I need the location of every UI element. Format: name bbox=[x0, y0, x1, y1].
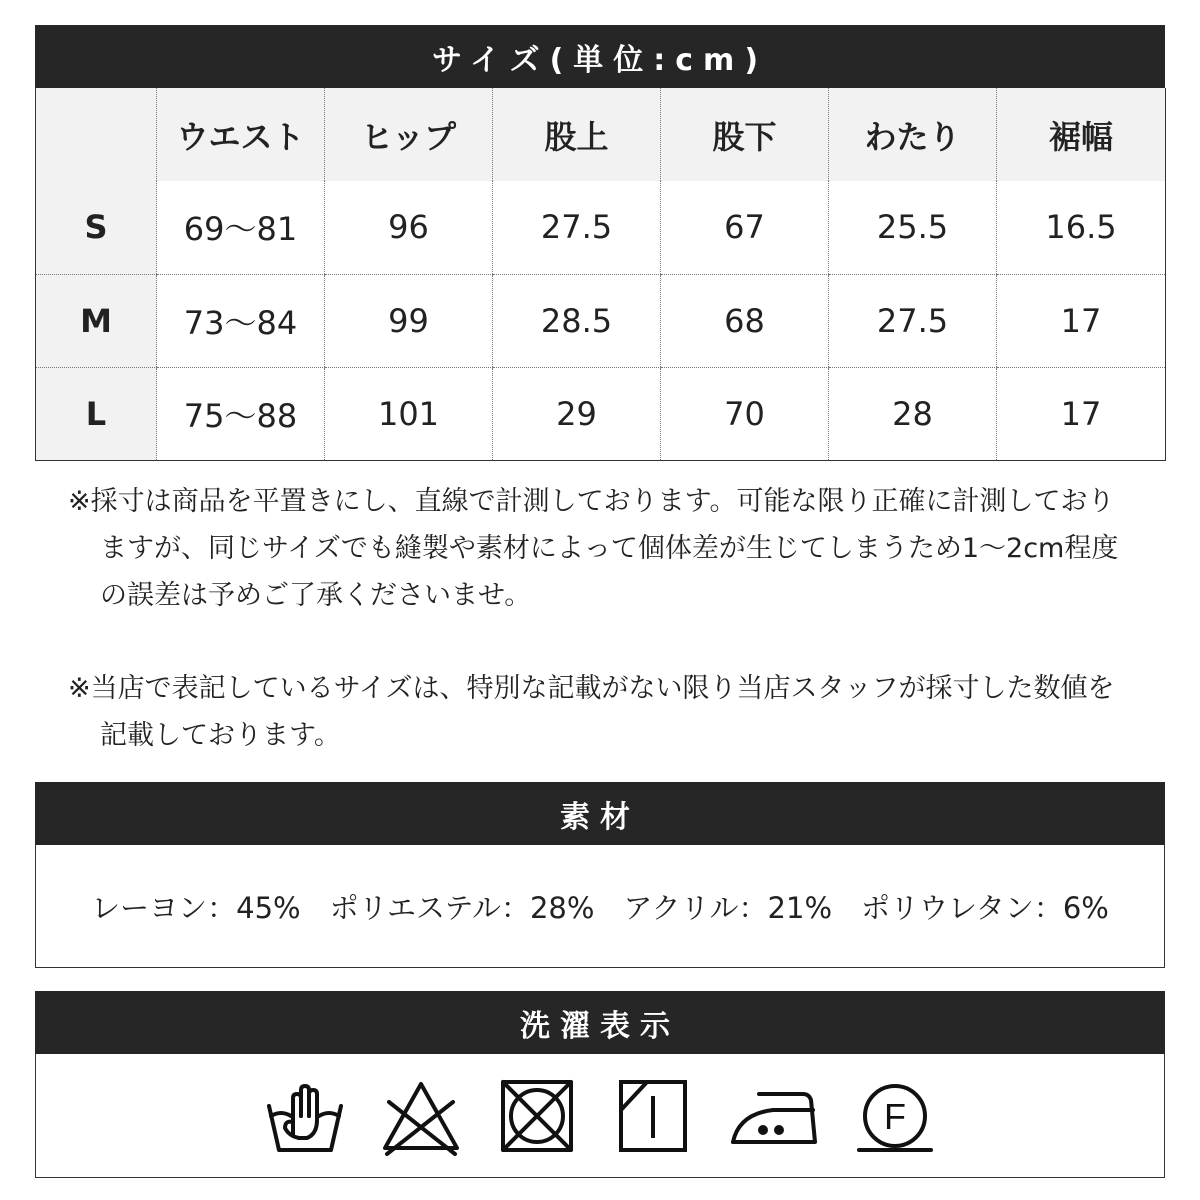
row-size-label: S bbox=[36, 181, 157, 274]
table-cell: 17 bbox=[997, 367, 1166, 460]
row-size-label: M bbox=[36, 274, 157, 367]
table-row bbox=[36, 181, 1166, 274]
table-cell: 75～88 bbox=[157, 367, 325, 460]
table-cell: 101 bbox=[325, 367, 493, 460]
material-composition: レーヨン：45% ポリエステル：28% アクリル：21% ポリウレタン：6% bbox=[91, 890, 1109, 925]
hand-wash-icon bbox=[265, 1076, 345, 1156]
table-cell: 27.5 bbox=[493, 181, 661, 274]
size-section-header bbox=[35, 25, 1165, 88]
size-table bbox=[35, 88, 1166, 461]
column-header-inseam: 股下 bbox=[661, 88, 829, 181]
table-cell: 69～81 bbox=[157, 181, 325, 274]
table-cell: 99 bbox=[325, 274, 493, 367]
line-dry-shade-icon bbox=[613, 1076, 693, 1156]
table-cell: 96 bbox=[325, 181, 493, 274]
care-section-title: 洗濯表示 bbox=[520, 1008, 680, 1044]
table-cell: 70 bbox=[661, 367, 829, 460]
staff-measurement-note: ※当店で表記しているサイズは、特別な記載がない限り当店スタッフが採寸した数値を記載しております。 bbox=[68, 673, 1115, 751]
iron-medium-icon bbox=[729, 1076, 819, 1156]
table-cell: 67 bbox=[661, 181, 829, 274]
table-cell: 25.5 bbox=[829, 181, 997, 274]
column-header-hem-width: 裾幅 bbox=[997, 88, 1166, 181]
dry-clean-letter: F bbox=[884, 1095, 906, 1137]
table-cell: 73～84 bbox=[157, 274, 325, 367]
measurement-note: ※採寸は商品を平置きにし、直線で計測しております。可能な限り正確に計測しておりますが、同じサイズでも縫製や素材によって個体差が生じてしまうため1～2cm程度の誤差は予めご了承くださいませ。 bbox=[68, 486, 1119, 611]
row-size-label: L bbox=[36, 367, 157, 460]
no-tumble-dry-icon bbox=[497, 1076, 577, 1156]
table-cell: 28.5 bbox=[493, 274, 661, 367]
material-section-header bbox=[35, 782, 1165, 845]
column-header-corner bbox=[36, 88, 157, 181]
no-bleach-icon bbox=[381, 1076, 461, 1156]
material-box bbox=[35, 845, 1165, 968]
table-cell: 68 bbox=[661, 274, 829, 367]
table-row bbox=[36, 367, 1166, 460]
table-cell: 29 bbox=[493, 367, 661, 460]
table-cell: 16.5 bbox=[997, 181, 1166, 274]
care-icons bbox=[36, 1054, 1164, 1177]
care-section-header bbox=[35, 991, 1165, 1054]
table-cell: 28 bbox=[829, 367, 997, 460]
dry-clean-f-icon bbox=[855, 1076, 935, 1156]
material-section-title: 素材 bbox=[560, 799, 640, 835]
column-header-rise: 股上 bbox=[493, 88, 661, 181]
column-header-hip: ヒップ bbox=[325, 88, 493, 181]
table-row bbox=[36, 274, 1166, 367]
column-header-thigh: わたり bbox=[829, 88, 997, 181]
care-box bbox=[35, 1054, 1165, 1178]
table-cell: 17 bbox=[997, 274, 1166, 367]
table-cell: 27.5 bbox=[829, 274, 997, 367]
size-section-title: サイズ(単位:cm) bbox=[431, 42, 769, 78]
column-header-waist: ウエスト bbox=[157, 88, 325, 181]
table-header-row bbox=[36, 88, 1166, 181]
